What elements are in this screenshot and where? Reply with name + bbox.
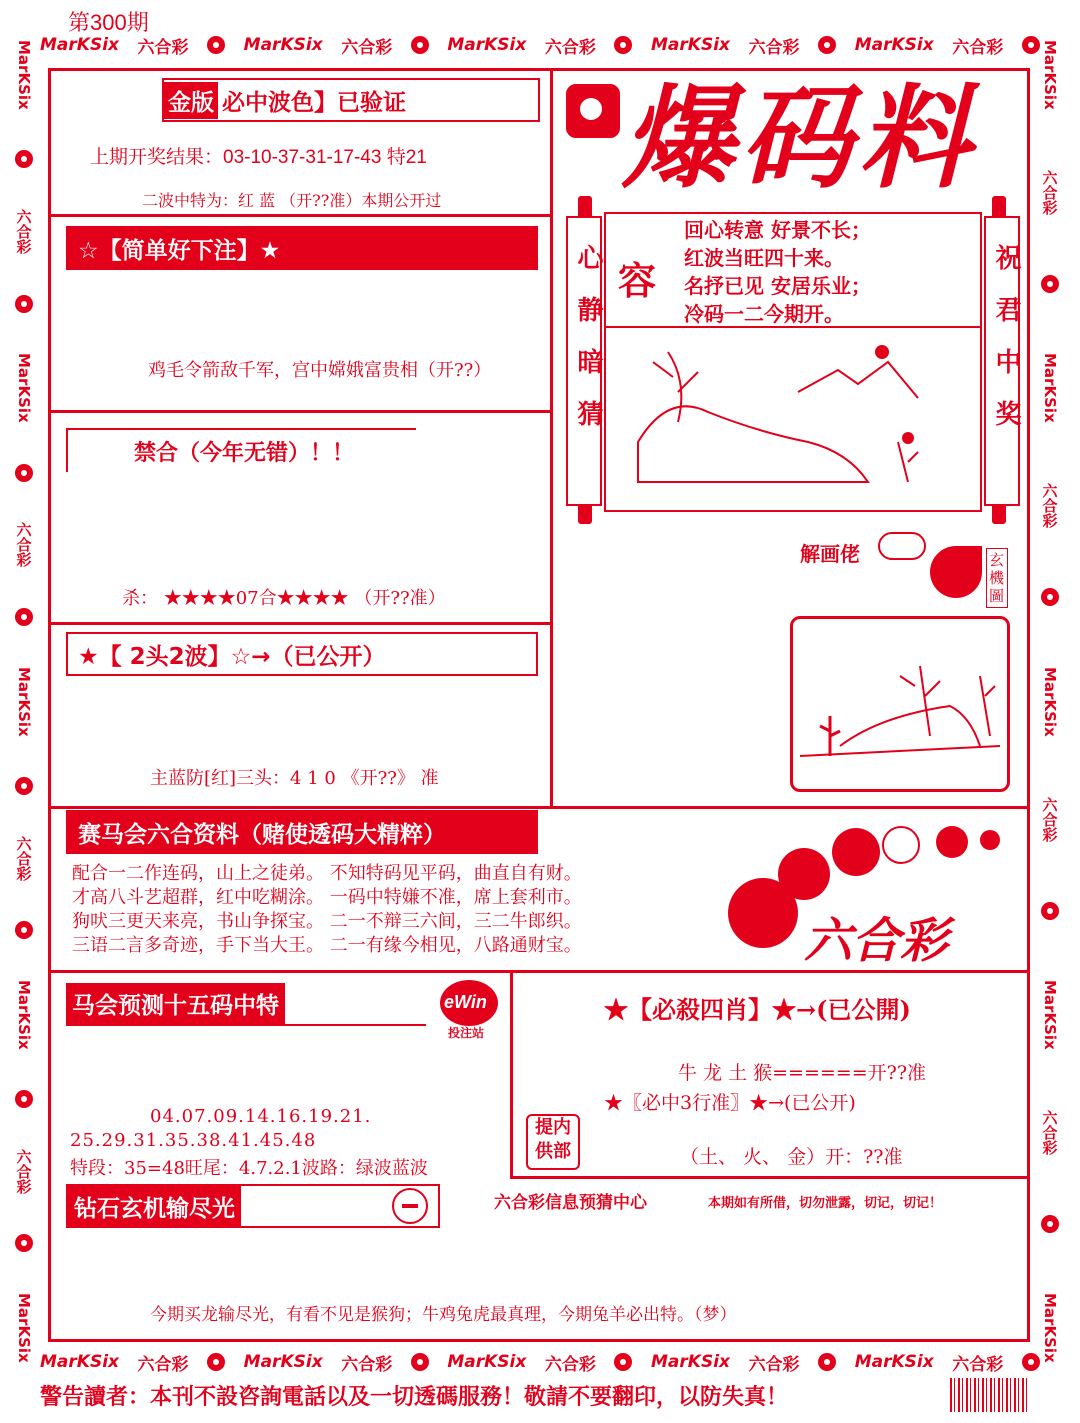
sec1-title [162,78,540,122]
sun-icon [875,345,889,359]
divider-6 [510,970,513,1178]
flower-icon [207,36,225,54]
border-brand-cn: 六合彩 [1040,483,1059,529]
border-brand-cn: 六合彩 [1040,169,1059,215]
sec5-line: 三语二言多奇迹，手下当大王。 二一有缘今相见，八路通财宝。 [72,935,582,956]
border-brand-cn: 六合彩 [544,1354,596,1375]
sec5-title-text: 赛马会六合资料（赌使透码大精粹） [78,821,446,848]
grass-shape [980,676,995,736]
top-border-pattern [40,32,1040,58]
border-brand-en: MarKSix [854,1352,934,1372]
ewin-logo-icon [434,980,504,1042]
sec4-title: ★【 2头2波】☆→（已公开） [66,632,538,676]
border-brand-en: MarKSix [15,40,33,110]
poem-line: 名抒已见 安居乐业； [684,274,871,298]
mountain-shape [798,362,918,398]
flower-drawing [898,442,918,482]
border-brand-cn: 六合彩 [748,37,800,58]
decor-circle [936,826,968,858]
border-brand-cn: 六合彩 [14,1148,33,1194]
border-brand-cn: 六合彩 [341,37,393,58]
sec2-title: ☆【简单好下注】★ [66,226,538,270]
flower-icon [614,1353,632,1371]
ewin-logo-sub: 投注站 [448,1026,485,1040]
sec1-title-a: 金版 [164,82,218,119]
sec6-special: 特段：35=48旺尾：4.7.2.1波路：绿波蓝波 [70,1158,428,1179]
bamboo-stalk [900,666,940,736]
sec5-line: 才高八斗艺超群，红中吃糊涂。 一码中特嫌不准，席上套利市。 [72,887,582,908]
border-brand-cn: 六合彩 [137,1354,189,1375]
poem-line: 冷码一二今期开。 [684,302,844,326]
border-brand-en: MarKSix [1041,979,1059,1050]
border-brand-en: MarKSix [40,35,119,55]
sec8-title [66,1184,440,1228]
border-brand-cn: 六合彩 [1040,796,1059,842]
border-brand-cn: 六合彩 [14,522,33,568]
rock-shape [638,406,868,482]
border-brand-cn: 六合彩 [748,1354,800,1375]
sec2-text: 鸡毛令箭敌千军，宫中嫦娥富贵相（开??） [148,360,492,381]
border-brand-cn: 六合彩 [341,1354,393,1375]
border-brand-en: MarKSix [15,666,33,737]
left-border-pattern [10,40,38,1363]
xuanji-hand-icon [930,546,982,598]
border-brand-cn: 六合彩 [1040,1109,1059,1155]
flower-icon [207,1353,225,1371]
poem-divider [604,326,982,328]
decor-circle [832,828,880,876]
border-brand-en: MarKSix [1041,353,1059,424]
sec6-numbers1: 04.07.09.14.16.19.21. [150,1106,372,1127]
sec5-line: 狗吠三更天来亮，书山争探宝。 二一不辩三六间，三二牛郎织。 [72,911,582,932]
flower-icon [411,1353,429,1371]
bottom-border-pattern [40,1349,1040,1375]
poem-line: 回心转意 好景不长； [684,218,871,242]
flower-icon [411,36,429,54]
border-brand-cn: 六合彩 [14,208,33,254]
sec8-text: 今期买龙输尽光，有看不见是猴狗；牛鸡兔虎最真理，今期兔羊必出特。（梦） [150,1305,737,1325]
decor-circle-outline [882,826,920,864]
info-center: 六合彩信息预猜中心 [494,1193,647,1213]
border-brand-en: MarKSix [651,35,730,55]
sec5-line: 配合一二作连码，山上之徒弟。 不知特码见平码，曲直自有财。 [72,863,582,884]
divider-1 [48,214,553,217]
sec5-title [66,810,538,854]
flower-icon [15,608,33,626]
border-brand-en: MarKSix [854,35,934,55]
sec3-title: 禁合（今年无错）！！ [66,428,416,472]
tree-shape [653,352,698,422]
border-brand-en: MarKSix [1041,666,1059,737]
border-brand-cn: 六合彩 [137,37,189,58]
landscape-drawing [608,332,978,508]
xuanji-text: 玄機圖 [989,551,1005,605]
divider-2 [48,410,553,413]
left-column-right-line [550,68,553,808]
border-brand-en: MarKSix [15,353,33,423]
warning-text: 警告讀者：本刊不設咨詢電話以及一切透碼服務！敬請不要翻印，以防失真！ [40,1384,789,1410]
flower-icon [15,921,33,939]
masthead-title: 爆码料 [622,73,976,204]
border-brand-en: MarKSix [651,1352,730,1372]
border-brand-en: MarKSix [1041,1293,1059,1363]
bamboo-drawing [800,636,1000,776]
poem-line: 红波当旺四十来。 [684,246,844,270]
sec1-title-b: 必中波色】已验证 [222,89,406,116]
divider-7 [510,1176,1030,1179]
cactus-shape [820,716,840,756]
sec6-title-text: 马会预测十五码中特 [66,983,285,1024]
left-scroll-text: 心静暗猜 [573,244,603,452]
sec7-sub-title: ★〖必中3行准〗★→(已公开) [604,1092,856,1114]
last-draw-result: 上期开奖结果：03-10-37-31-17-43 特21 [90,147,427,168]
stamp-line: 提内 [535,1117,571,1138]
sec7-title: ★【必殺四肖】★→(已公開) [604,995,911,1024]
barcode-icon [950,1378,1030,1412]
pointing-hand-icon [878,532,926,560]
stamp-line: 供部 [535,1141,571,1162]
flower-icon [1041,1215,1059,1233]
flower-icon [614,36,632,54]
sec7-stamp [526,1114,580,1170]
flower-icon [15,777,33,795]
flower-icon [818,1353,836,1371]
flower-icon [15,1234,33,1252]
sec5-logo-text: 六合彩 [804,913,949,969]
issue-label: 第300期 [68,10,149,35]
border-brand-en: MarKSix [40,1352,119,1372]
rock-shape [840,706,980,746]
sec7-elements: （土、 火、 金）开：??准 [680,1146,903,1168]
sec7-animals: 牛 龙 土 猴======开??准 [678,1062,927,1084]
decor-circle [980,830,1000,850]
right-border-pattern [1036,40,1064,1363]
flower-icon [15,295,33,313]
sec6-numbers2: 25.29.31.35.38.41.45.48 [70,1130,317,1151]
poem-rong: 容 [618,258,657,303]
border-brand-en: MarKSix [1041,40,1059,110]
divider-4 [48,806,1030,809]
border-brand-en: MarKSix [243,1352,323,1372]
flower-icon [1041,902,1059,920]
balance-icon [392,1188,428,1224]
border-brand-en: MarKSix [447,35,527,55]
masthead-logo-icon [566,84,620,138]
flower-icon [15,1090,33,1108]
flower-bloom [902,432,914,444]
border-brand-cn: 六合彩 [544,37,596,58]
divider-3 [48,622,553,625]
sec4-text: 主蓝防[红]三头：4 1 0 《开??》 准 [150,768,439,789]
flower-icon [818,36,836,54]
jiehua-label: 解画佬 [800,542,860,566]
border-brand-cn: 六合彩 [952,1354,1004,1375]
decor-circle [778,848,830,900]
xuanji-label [986,548,1008,608]
border-brand-en: MarKSix [15,979,33,1050]
sec1-note: 二波中特为：红 蓝 （开??准）本期公开过 [142,191,442,210]
sec3-text: 杀： ★★★★07合★★★★ （开??准） [122,588,446,609]
sec8-title-text: 钻石玄机输尽光 [68,1186,241,1227]
border-brand-cn: 六合彩 [14,835,33,881]
border-brand-cn: 六合彩 [952,37,1004,58]
flower-icon [1041,275,1059,293]
border-brand-en: MarKSix [243,35,323,55]
ewin-logo-text: eWin [444,992,487,1012]
border-brand-en: MarKSix [15,1293,33,1363]
border-brand-en: MarKSix [447,1352,527,1372]
flower-icon [15,464,33,482]
sec6-title [66,982,426,1026]
poem [684,216,871,328]
sec5-poem [72,862,582,958]
info-note: 本期如有所借，切勿泄露，切记，切记！ [708,1196,943,1211]
flower-icon [15,150,33,168]
right-scroll-text: 祝君中奖 [991,244,1021,452]
flower-icon [1041,588,1059,606]
